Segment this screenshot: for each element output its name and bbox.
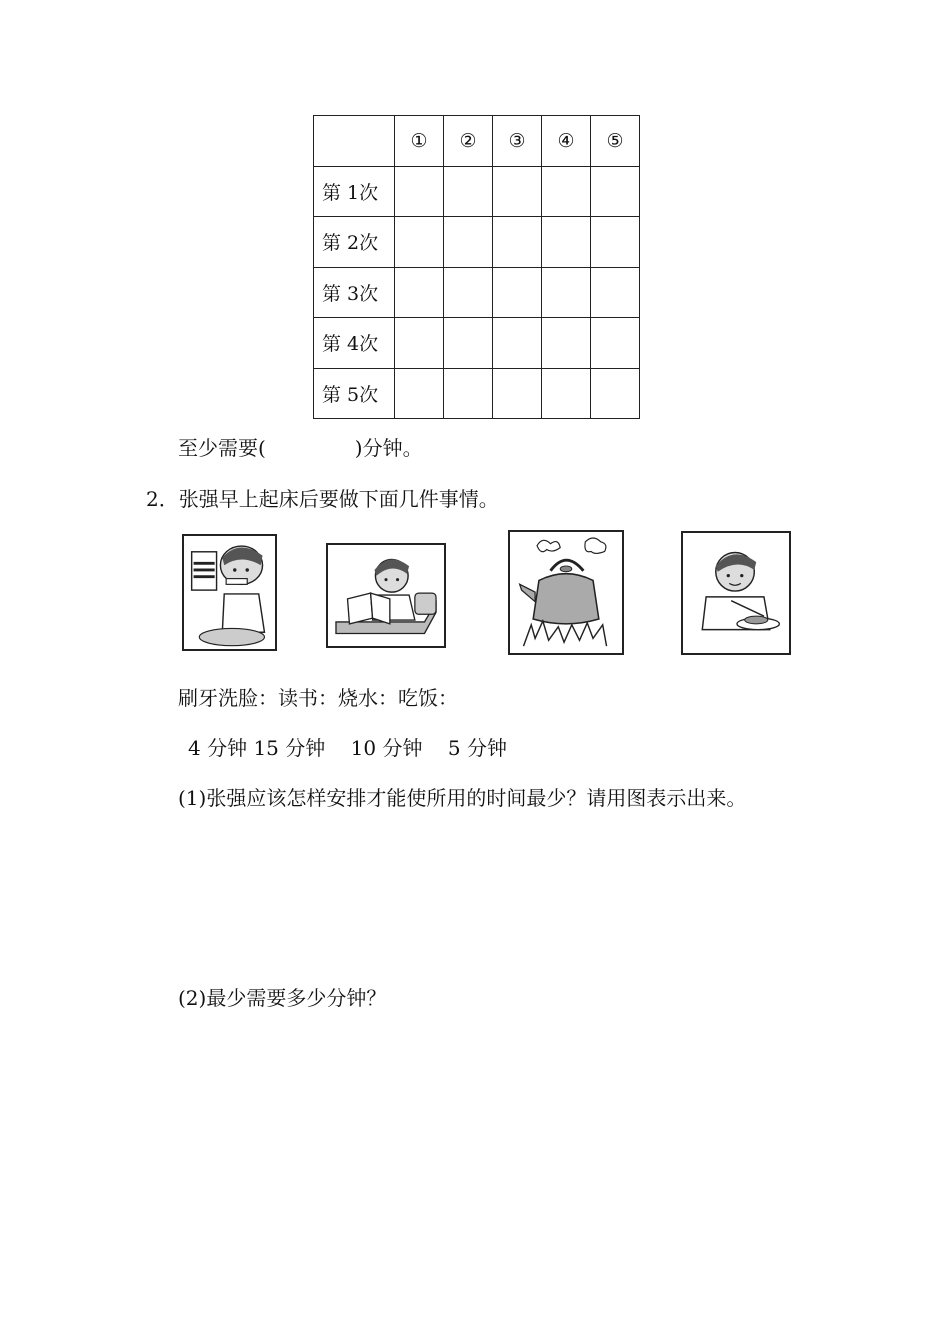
blank-cell[interactable] bbox=[493, 318, 542, 369]
blank-cell[interactable] bbox=[395, 217, 444, 268]
blank-cell[interactable] bbox=[444, 267, 493, 318]
blank-cell[interactable] bbox=[395, 368, 444, 419]
blank-cell[interactable] bbox=[493, 166, 542, 217]
table-row bbox=[314, 166, 640, 217]
blank-cell[interactable] bbox=[493, 368, 542, 419]
table-row bbox=[314, 318, 640, 369]
row-label: 第 4次 bbox=[314, 318, 395, 369]
q1-answer-line: 至少需要( )分钟。 bbox=[178, 436, 423, 460]
table-header-row bbox=[314, 116, 640, 167]
brushing-teeth-icon bbox=[182, 534, 277, 651]
blank-cell[interactable] bbox=[591, 368, 640, 419]
blank-cell[interactable] bbox=[591, 217, 640, 268]
table-row bbox=[314, 368, 640, 419]
blank-cell[interactable] bbox=[591, 318, 640, 369]
blank-cell[interactable] bbox=[395, 318, 444, 369]
times-line: 4 分钟 15 分钟 10 分钟 5 分钟 bbox=[188, 736, 507, 760]
table-corner-cell bbox=[314, 116, 395, 167]
reading-book-icon bbox=[326, 543, 446, 648]
blank-cell[interactable] bbox=[493, 267, 542, 318]
sub-question-2: (2)最少需要多少分钟？ bbox=[178, 986, 387, 1010]
row-label: 第 1次 bbox=[314, 166, 395, 217]
blank-cell[interactable] bbox=[444, 166, 493, 217]
blank-cell[interactable] bbox=[395, 166, 444, 217]
row-label: 第 3次 bbox=[314, 267, 395, 318]
blank-cell[interactable] bbox=[444, 368, 493, 419]
table-row bbox=[314, 267, 640, 318]
blank-cell[interactable] bbox=[542, 267, 591, 318]
blank-cell[interactable] bbox=[591, 166, 640, 217]
blank-cell[interactable] bbox=[493, 217, 542, 268]
table-header-cell: ③ bbox=[493, 116, 542, 167]
question-text: 张强早上起床后要做下面几件事情。 bbox=[178, 487, 499, 511]
q2-stem bbox=[146, 483, 499, 512]
question-number: 2． bbox=[146, 487, 179, 511]
blank-cell[interactable] bbox=[395, 267, 444, 318]
blank-cell[interactable] bbox=[444, 318, 493, 369]
blank-cell[interactable] bbox=[591, 267, 640, 318]
blank-cell[interactable] bbox=[542, 217, 591, 268]
table-header-cell: ① bbox=[395, 116, 444, 167]
boiling-kettle-icon bbox=[508, 530, 624, 655]
tasks-line: 刷牙洗脸：读书：烧水：吃饭： bbox=[178, 686, 458, 710]
table-header-cell: ⑤ bbox=[591, 116, 640, 167]
row-label: 第 2次 bbox=[314, 217, 395, 268]
blank-cell[interactable] bbox=[542, 166, 591, 217]
table-row bbox=[314, 217, 640, 268]
row-label: 第 5次 bbox=[314, 368, 395, 419]
table-header-cell: ② bbox=[444, 116, 493, 167]
blank-cell[interactable] bbox=[444, 217, 493, 268]
table-header-cell: ④ bbox=[542, 116, 591, 167]
sub-question-1: (1)张强应该怎样安排才能使所用的时间最少？请用图表示出来。 bbox=[178, 786, 747, 810]
eating-meal-icon bbox=[681, 531, 791, 655]
attempt-table bbox=[313, 115, 640, 419]
blank-cell[interactable] bbox=[542, 368, 591, 419]
blank-cell[interactable] bbox=[542, 318, 591, 369]
